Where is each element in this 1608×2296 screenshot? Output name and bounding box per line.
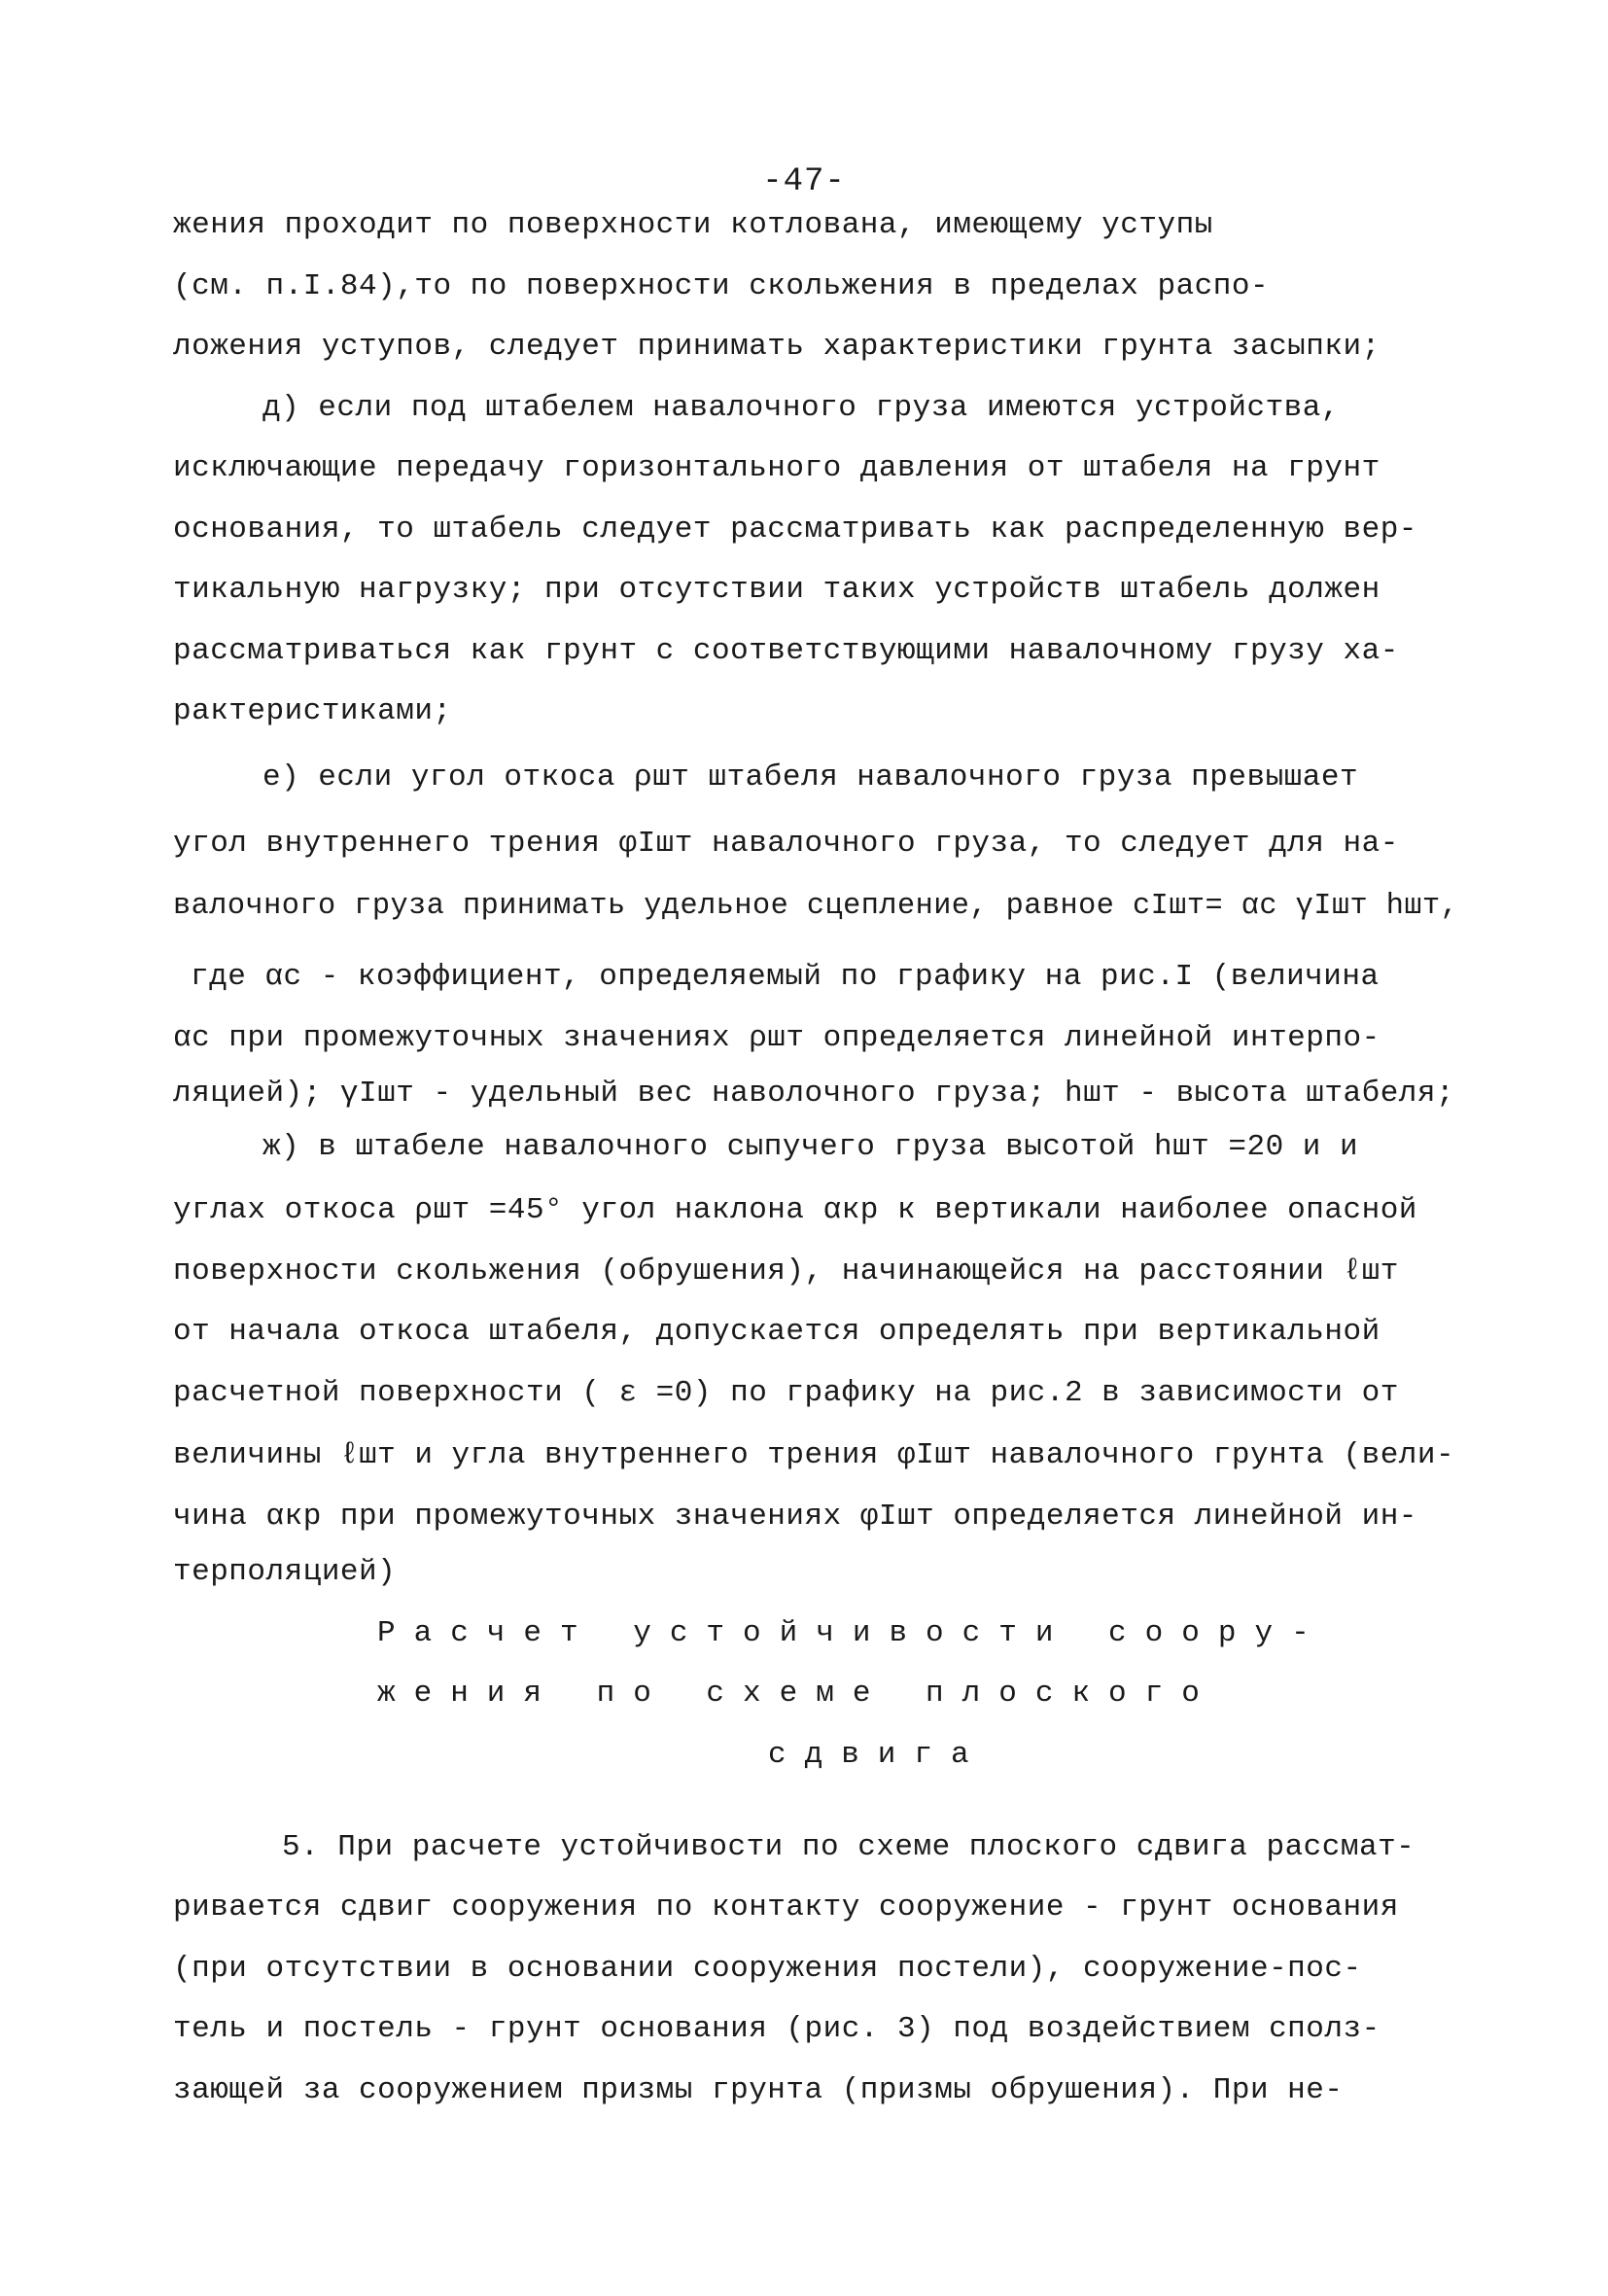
text-line: чина αкр при промежуточных значениях φIшт определяется линейной ин- [173,1500,1417,1534]
text-line: д) если под штабелем навалочного груза имеются устройства, [262,391,1340,425]
text-line: терполяцией) [173,1555,397,1589]
text-line: тикальную нагрузку; при отсутствии таких устройств штабель должен [173,573,1381,607]
text-line: (при отсутствии в основании сооружения постели), сооружение-пос- [173,1952,1362,1986]
text-line: от начала откоса штабеля, допускается определять при вертикальной [173,1315,1381,1349]
text-line: валочного груза принимать удельное сцепление, равное cIшт= αc γIшт hшт, [173,889,1459,923]
section-heading-line: сдвига [768,1738,988,1772]
text-line: основания, то штабель следует рассматривать как распределенную вер- [173,512,1417,547]
text-line: величины ℓшт и угла внутреннего трения φIшт навалочного грунта (вели- [173,1438,1455,1472]
text-line: зающей за сооружением призмы грунта (призмы обрушения). При не- [173,2073,1344,2107]
text-line: поверхности скольжения (обрушения), начинающейся на расстоянии ℓшт [173,1254,1399,1289]
text-line: тель и постель - грунт основания (рис. 3) под воздействием сполз- [173,2012,1381,2046]
text-line: е) если угол откоса ρшт штабеля навалочного груза превышает [262,760,1359,795]
text-line: угол внутреннего трения φIшт навалочного груза, то следует для на- [173,827,1399,861]
text-line: αc при промежуточных значениях ρшт определяется линейной интерпо- [173,1021,1381,1055]
page-number: -47- [762,163,846,200]
text-line: углах откоса ρшт =45° угол наклона αкр к вертикали наиболее опасной [173,1193,1417,1227]
text-line: (см. п.I.84),то по поверхности скольжения в пределах распо- [173,269,1270,303]
section-heading-line: жения по схеме плоского [377,1677,1218,1711]
text-line: расчетной поверхности ( ε =0) по графику на рис.2 в зависимости от [173,1376,1399,1410]
text-line: 5. При расчете устойчивости по схеме плоского сдвига рассмат- [282,1830,1416,1864]
text-line: исключающие передачу горизонтального давления от штабеля на грунт [173,451,1381,485]
section-heading-line: Расчет устойчивости соору- [377,1616,1328,1650]
text-line: ж) в штабеле навалочного сыпучего груза высотой hшт =20 и и [262,1130,1359,1164]
text-line: где αc - коэффициент, определяемый по графику на рис.I (величина [191,960,1380,994]
text-line: рактеристиками; [173,694,452,728]
text-line: жения проходит по поверхности котлована, имеющему уступы [173,208,1213,242]
text-line: ложения уступов, следует принимать характеристики грунта засыпки; [173,330,1381,364]
text-line: ляцией); γIшт - удельный вес наволочного груза; hшт - высота штабеля; [173,1077,1455,1111]
text-line: рассматриваться как грунт с соответствующими навалочному грузу ха- [173,634,1399,668]
text-line: ривается сдвиг сооружения по контакту сооружение - грунт основания [173,1890,1399,1925]
